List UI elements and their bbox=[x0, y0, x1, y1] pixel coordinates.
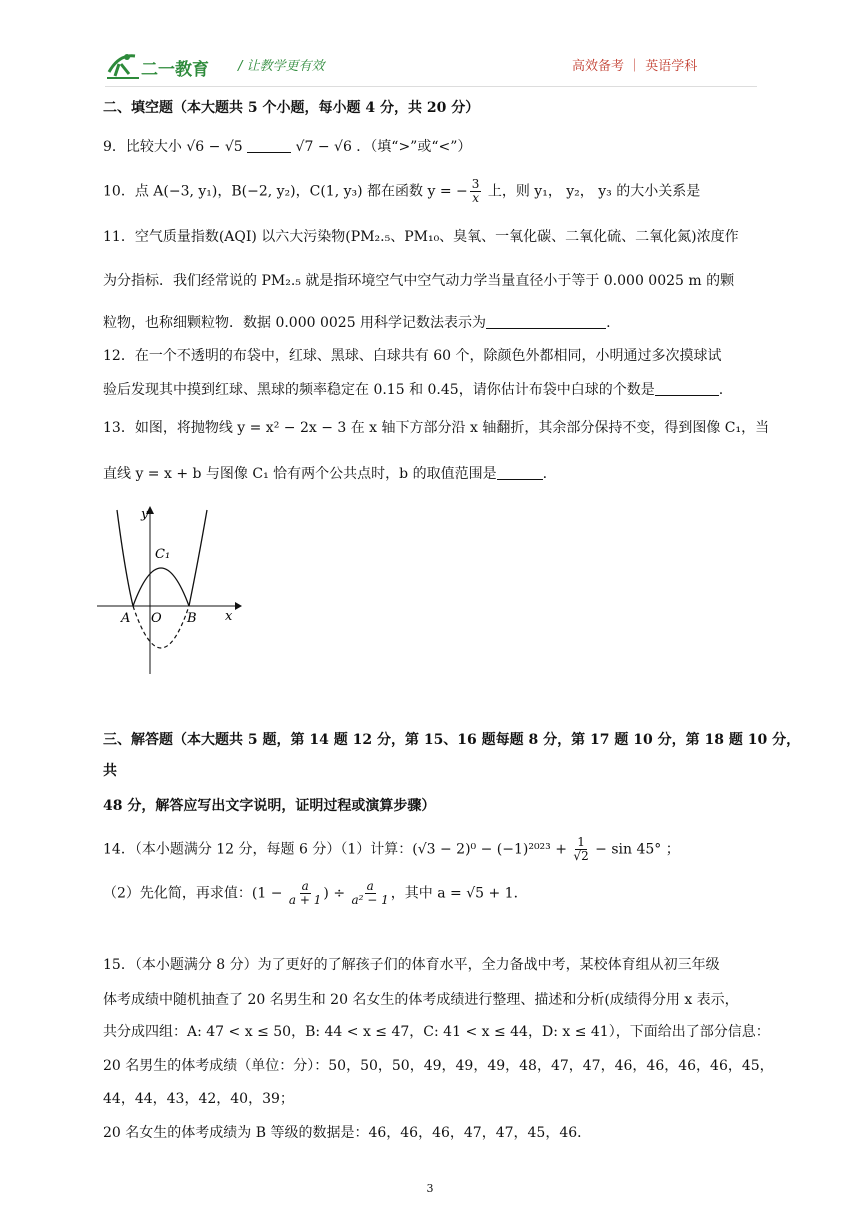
q9-part1: 9．比较大小 √6 − √5 bbox=[103, 139, 248, 155]
question-12-line2: 验后发现其中摸到红球、黑球的频率稳定在 0.15 和 0.45，请你估计布袋中白球的个数是 . bbox=[103, 382, 724, 398]
answer-blank bbox=[655, 381, 719, 396]
fraction: $\frac{a}{\text{a² − 1}}$ bbox=[351, 879, 389, 907]
page-number: 3 bbox=[426, 1182, 434, 1195]
question-15-line5: 44，44，43，42，40，39； bbox=[103, 1091, 294, 1107]
fraction: $\frac{3}{x}$ bbox=[471, 177, 480, 205]
parabola-figure bbox=[95, 502, 245, 677]
y-axis-label: y bbox=[141, 507, 149, 522]
question-15-line2: 体考成绩中随机抽查了 20 名男生和 20 名女生的体考成绩进行整理、描述和分析(成绩得分用 x 表示， bbox=[103, 992, 739, 1008]
question-11-line1: 11．空气质量指数(AQI) 以六大污染物(PM₂.₅、PM₁₀、臭氧、一氧化碳、二氧化硫、二氧化氮)浓度作 bbox=[103, 229, 739, 245]
brand-logo bbox=[105, 48, 225, 82]
question-15-line4: 20 名男生的体考成绩（单位：分）：50，50，50，49，49，49，48，47，47，46，46，46，46，45， bbox=[103, 1058, 774, 1074]
x-axis-label: x bbox=[225, 609, 233, 624]
question-15-line1: 15．（本小题满分 8 分）为了更好的了解孩子们的体育水平，全力备战中考，某校体育组从初三年级 bbox=[103, 957, 720, 973]
question-9 bbox=[103, 137, 763, 157]
answer-blank bbox=[497, 465, 543, 480]
header-slogan: / 让教学更有效 bbox=[238, 59, 325, 74]
fraction: $\frac{a}{a + 1}$ bbox=[288, 879, 322, 907]
answer-blank bbox=[486, 314, 606, 329]
question-12-line1: 12．在一个不透明的布袋中，红球、黑球、白球共有 60 个，除颜色外都相同，小明通过多次摸球试 bbox=[103, 348, 722, 364]
question-15-line6: 20 名女生的体考成绩为 B 等级的数据是：46，46，46，47，47，45，46． bbox=[103, 1125, 592, 1141]
question-10 bbox=[103, 178, 763, 205]
answer-blank bbox=[247, 138, 291, 153]
q9-part2: √7 − √6 ．（填“>”或“<”） bbox=[291, 139, 472, 155]
origin-label: O bbox=[151, 611, 162, 626]
logo-text: 二一教育 bbox=[141, 60, 209, 80]
question-11-line2: 为分指标．我们经常说的 PM₂.₅ 就是指环境空气中空气动力学当量直径小于等于 0.000 0025 m 的颗 bbox=[103, 273, 735, 289]
section-title-fill: 二、填空题（本大题共 5 个小题，每小题 4 分，共 20 分） bbox=[103, 100, 480, 116]
point-b-label: B bbox=[187, 611, 197, 626]
q10-part2: 上，则 y₁， y₂， y₃ 的大小关系是 bbox=[483, 183, 701, 200]
question-15-line3: 共分成四组：A: 47 < x ≤ 50，B: 44 < x ≤ 47，C: 41 < x ≤ 44，D: x ≤ 41），下面给出了部分信息： bbox=[103, 1024, 770, 1040]
question-13-line1: 13．如图，将抛物线 y = x² − 2x − 3 在 x 轴下方部分沿 x 轴翻折，其余部分保持不变，得到图像 C₁，当 bbox=[103, 420, 770, 436]
q10-part1: 10．点 A(−3, y₁)，B(−2, y₂)，C(1, y₃) 都在函数 y = − bbox=[103, 183, 468, 200]
curve-label: C₁ bbox=[155, 547, 171, 562]
section-title-solve-cont: 共 bbox=[103, 763, 117, 779]
point-a-label: A bbox=[121, 611, 131, 626]
fraction: $\frac{1}{√2}$ bbox=[573, 835, 589, 863]
question-11-line3: 粒物，也称细颗粒物．数据 0.000 0025 用科学记数法表示为 . bbox=[103, 315, 611, 331]
header-divider bbox=[105, 86, 757, 87]
section-title-solve-cont2: 48 分，解答应写出文字说明，证明过程或演算步骤） bbox=[103, 798, 436, 814]
section-title-solve: 三、解答题（本大题共 5 题，第 14 题 12 分，第 15、16 题每题 8 分，第 17 题 10 分，第 18 题 10 分， bbox=[103, 732, 801, 748]
question-14-part1: 14．（本小题满分 12 分，每题 6 分）（1）计算：(√3 − 2)⁰ − (−1)²⁰²³ + $\frac{1}{√2}$ − sin 45° ； bbox=[103, 835, 680, 863]
header-subject: 高效备考 ｜ 英语学科 bbox=[572, 59, 698, 74]
question-13-line2: 直线 y = x + b 与图像 C₁ 恰有两个公共点时，b 的取值范围是 . bbox=[103, 466, 548, 482]
question-14-part2: （2）先化简，再求值：(1 − $\frac{a}{a + 1}$ ) ÷ $\frac{a}{\text{a² − 1}}$ ，其中 a = √5 + 1． bbox=[103, 879, 528, 907]
